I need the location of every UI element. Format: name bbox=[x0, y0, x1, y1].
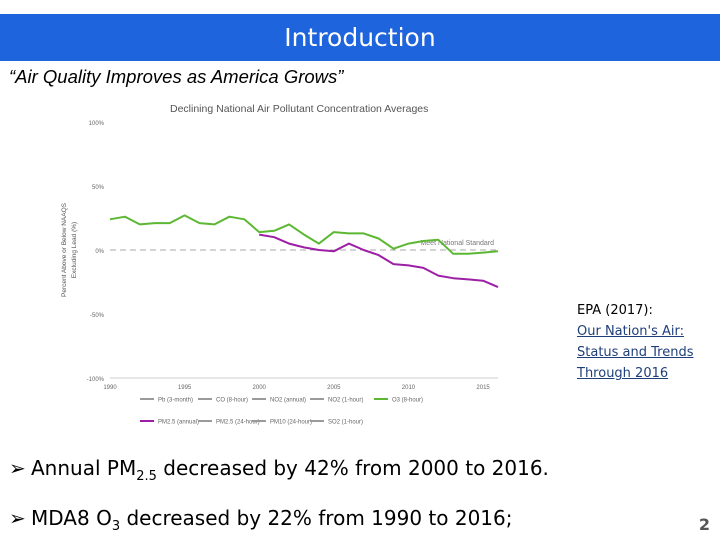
legend-item-label: PM10 (24-hour) bbox=[270, 419, 313, 426]
x-tick-label: 1995 bbox=[177, 385, 192, 391]
x-tick-label: 2000 bbox=[252, 385, 266, 391]
legend-item-label: PM2.5 (annual) bbox=[158, 419, 200, 426]
reference-block bbox=[577, 300, 717, 384]
x-tick-label: 2010 bbox=[401, 385, 416, 391]
legend-item-label: Pb (3-month) bbox=[158, 397, 194, 404]
legend-item-label: NO2 (1-hour) bbox=[328, 397, 364, 404]
legend-item-label: SO2 (1-hour) bbox=[328, 419, 364, 426]
y-tick-label: 100% bbox=[88, 121, 104, 127]
pollutant-trend-chart bbox=[52, 98, 512, 430]
reference-link-line[interactable]: Our Nation's Air: bbox=[577, 324, 685, 339]
legend-item-label: CO (8-hour) bbox=[216, 397, 249, 404]
x-tick-label: 2015 bbox=[476, 385, 490, 391]
y-tick-label: -50% bbox=[89, 313, 104, 319]
bullet-o3: ➢ MDA8 $O_3$ decreased by 22% from 1990 to 2016; bbox=[9, 506, 513, 534]
bullet-arrow-icon: ➢ bbox=[9, 506, 26, 530]
chart-title: Declining National Air Pollutant Concentration Averages bbox=[170, 103, 429, 115]
bullet-pm25: ➢ Annual $PM_{2.5}$ decreased by 42% from 2000 to 2016. bbox=[9, 456, 549, 484]
x-tick-label: 2005 bbox=[327, 385, 341, 391]
bullet-arrow-icon: ➢ bbox=[9, 456, 26, 480]
y-axis-label: Percent Above or Below NAAQS bbox=[61, 203, 68, 297]
reference-source: EPA (2017): bbox=[577, 303, 653, 318]
y-axis-label: Excluding Lead (%) bbox=[71, 221, 78, 279]
x-tick-label: 1990 bbox=[103, 385, 117, 391]
legend-item-label: O3 (8-hour) bbox=[392, 397, 424, 404]
reference-link-line[interactable]: Through 2016 bbox=[577, 366, 669, 381]
reference-link-line[interactable]: Status and Trends bbox=[577, 345, 694, 360]
slide-title: Introduction bbox=[284, 23, 436, 52]
slide-subtitle: “Air Quality Improves as America Grows” bbox=[9, 66, 344, 87]
legend-item-label: PM2.5 (24-hour) bbox=[216, 419, 260, 426]
reference-line-label: Meet National Standard bbox=[420, 240, 494, 247]
page-number: 2 bbox=[698, 515, 710, 534]
legend-item-label: NO2 (annual) bbox=[270, 397, 307, 404]
y-tick-label: 0% bbox=[95, 249, 104, 255]
y-tick-label: -100% bbox=[86, 377, 104, 383]
y-tick-label: 50% bbox=[91, 185, 104, 191]
